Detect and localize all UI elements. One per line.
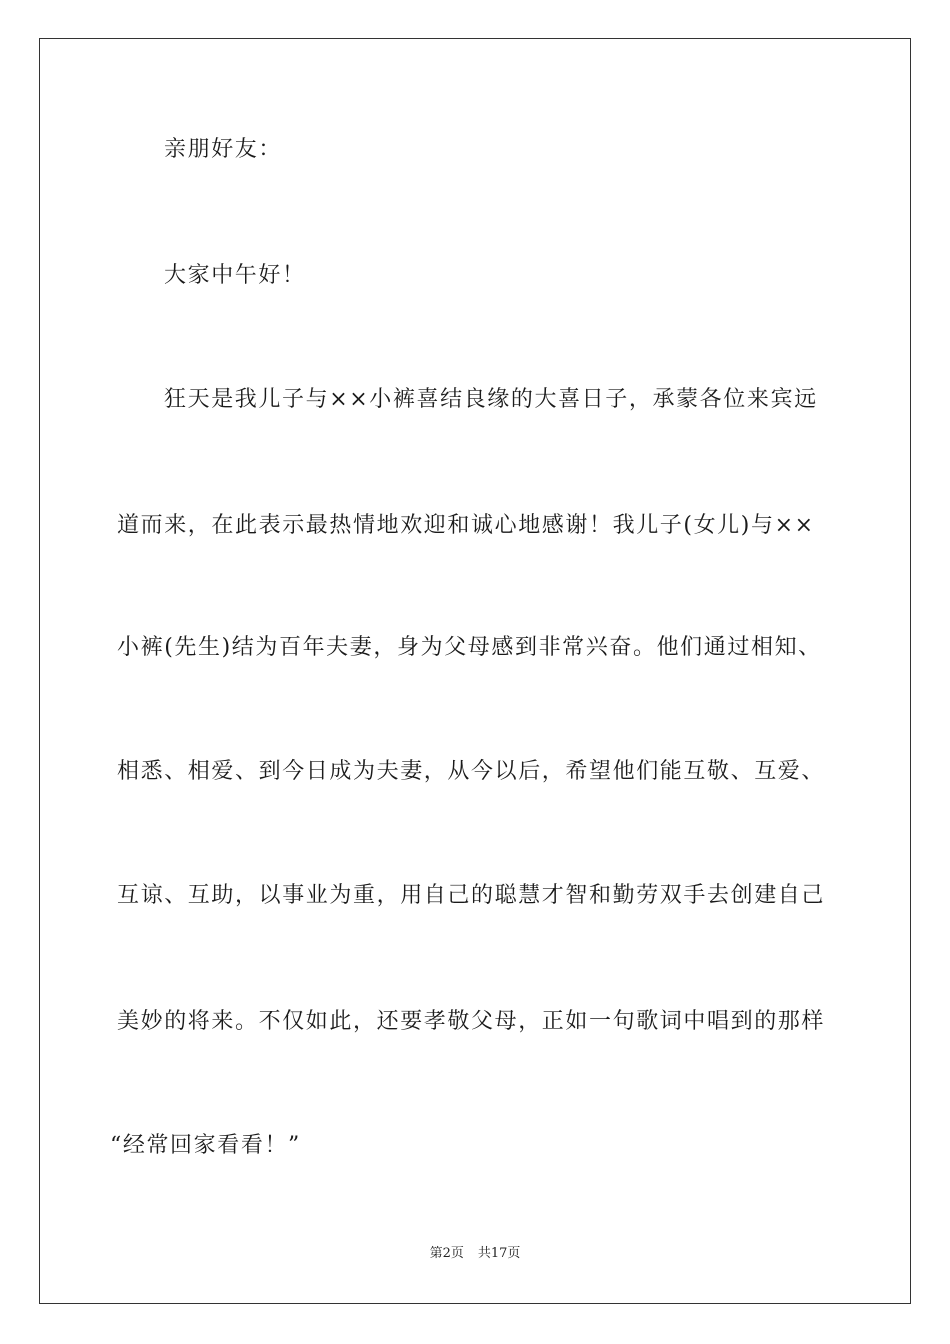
- total-pages: 共17页: [477, 1246, 521, 1261]
- paragraph-line-6: 美妙的将来。不仅如此，还要孝敬父母，正如一句歌词中唱到的那样: [117, 1009, 826, 1034]
- paragraph-line-4: 相悉、相爱、到今日成为夫妻，从今以后，希望他们能互敬、互爱、: [117, 759, 826, 784]
- paragraph-line-2: 道而来，在此表示最热情地欢迎和诚心地感谢！我儿子(女儿)与××: [117, 513, 815, 538]
- paragraph-line-5: 互谅、互助，以事业为重，用自己的聪慧才智和勤劳双手去创建自己: [117, 883, 826, 908]
- greeting-line: 亲朋好友：: [164, 137, 283, 162]
- salutation-line: 大家中午好！: [164, 263, 306, 288]
- page-number: 第2页: [429, 1246, 464, 1261]
- page-border: [39, 38, 911, 1304]
- paragraph-line-3: 小裤(先生)结为百年夫妻，身为父母感到非常兴奋。他们通过相知、: [117, 635, 822, 660]
- page-footer: [0, 1245, 950, 1263]
- paragraph-line-7: “经常回家看看！”: [110, 1133, 301, 1158]
- paragraph-line-1: 狂天是我儿子与××小裤喜结良缘的大喜日子，承蒙各位来宾远: [164, 387, 818, 412]
